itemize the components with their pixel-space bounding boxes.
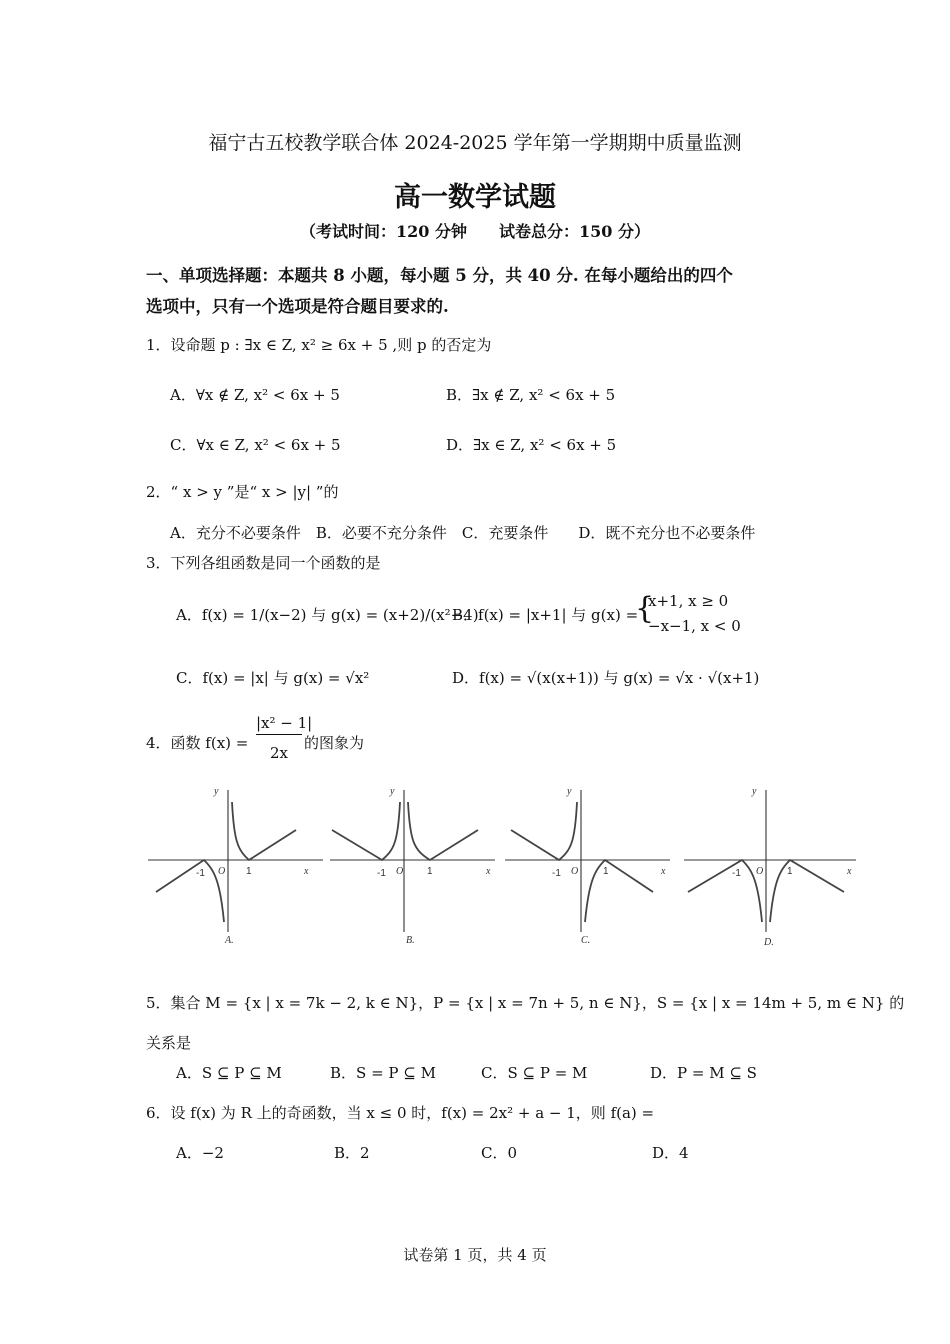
question-4-stem-prefix: 4．函数 f(x) = — [146, 734, 249, 752]
graph-origin: O — [571, 866, 579, 877]
question-4-stem-suffix: 的图象为 — [304, 734, 365, 752]
graph-a-left-branch — [156, 860, 224, 922]
question-2-stem: 2．“ x > y ”是“ x > |y| ”的 — [146, 483, 339, 501]
question-4-denominator: 2x — [269, 744, 288, 762]
graph-c-left-branch — [511, 802, 577, 860]
exam-subject-title: 高一数学试题 — [394, 182, 556, 213]
graph-a-right-branch — [232, 802, 296, 860]
graph-x-label: x — [661, 866, 666, 877]
page-footer: 试卷第 1 页，共 4 页 — [403, 1246, 547, 1264]
section-heading-line2: 选项中，只有一个选项是符合题目要求的. — [146, 297, 449, 316]
graph-tick-pos: 1 — [246, 866, 252, 877]
question-6-option-c: C．0 — [481, 1144, 518, 1162]
graph-tick-pos: 1 — [787, 866, 793, 877]
exam-header-title: 福宁古五校教学联合体 2024-2025 学年第一学期期中质量监测 — [208, 132, 742, 154]
question-3-option-c: C．f(x) = |x| 与 g(x) = √x² — [176, 669, 370, 687]
question-3-option-d: D．f(x) = √(x(x+1)) 与 g(x) = √x · √(x+1) — [452, 669, 760, 687]
graph-tick-neg: -1 — [377, 868, 386, 879]
question-1-stem: 1．设命题 p : ∃x ∈ Z, x² ≥ 6x + 5 ,则 p 的否定为 — [146, 336, 492, 354]
graph-c-right-branch — [585, 860, 653, 922]
question-2-options: A．充分不必要条件 B．必要不充分条件 C．充要条件 D．既不充分也不必要条件 — [170, 524, 756, 542]
question-3-option-b-case1: x+1, x ≥ 0 — [648, 592, 729, 610]
graph-y-label: y — [752, 786, 757, 797]
question-1-option-b: B．∃x ∉ Z, x² < 6x + 5 — [446, 386, 616, 404]
graph-b — [330, 782, 505, 956]
graph-origin: O — [756, 866, 764, 877]
question-3-option-a: A．f(x) = 1/(x−2) 与 g(x) = (x+2)/(x²−4) — [176, 606, 479, 624]
question-1-option-a: A．∀x ∉ Z, x² < 6x + 5 — [170, 386, 340, 404]
graph-y-label: y — [390, 786, 395, 797]
question-1-option-c: C．∀x ∈ Z, x² < 6x + 5 — [170, 436, 341, 454]
graph-x-label: x — [486, 866, 491, 877]
graph-a-label: A. — [225, 935, 234, 946]
graph-b-left-branch — [332, 802, 400, 860]
graph-y-label: y — [214, 786, 219, 797]
question-6-stem: 6．设 f(x) 为 R 上的奇函数，当 x ≤ 0 时，f(x) = 2x² + a − 1，则 f(a) = — [146, 1104, 655, 1122]
section-heading-line1: 一、单项选择题：本题共 8 小题，每小题 5 分，共 40 分. 在每小题给出的四个 — [146, 266, 733, 285]
graph-tick-neg: -1 — [196, 868, 205, 879]
graph-b-right-branch — [408, 802, 478, 860]
question-5-option-b: B．S = P ⊆ M — [330, 1064, 436, 1082]
question-6-option-b: B．2 — [334, 1144, 370, 1162]
graph-a — [148, 782, 323, 956]
graph-tick-neg: -1 — [552, 868, 561, 879]
graph-tick-pos: 1 — [427, 866, 433, 877]
graph-x-label: x — [304, 866, 309, 877]
question-3-stem: 3．下列各组函数是同一个函数的是 — [146, 554, 381, 572]
question-3-option-b-prefix: B．f(x) = |x+1| 与 g(x) = — [452, 606, 639, 624]
graph-origin: O — [218, 866, 226, 877]
question-4-numerator: |x² − 1| — [256, 714, 302, 735]
question-1-option-d: D．∃x ∈ Z, x² < 6x + 5 — [446, 436, 617, 454]
graph-origin: O — [396, 866, 404, 877]
graph-d-label: D. — [764, 937, 774, 948]
graph-tick-pos: 1 — [603, 866, 609, 877]
graph-tick-neg: -1 — [732, 868, 741, 879]
graph-d-left-branch — [688, 860, 762, 922]
question-5-option-c: C．S ⊆ P = M — [481, 1064, 588, 1082]
graph-d-right-branch — [770, 860, 844, 922]
question-5-option-d: D．P = M ⊆ S — [650, 1064, 757, 1082]
question-3-option-b-case2: −x−1, x < 0 — [648, 617, 741, 635]
graph-x-label: x — [847, 866, 852, 877]
question-6-option-d: D．4 — [652, 1144, 689, 1162]
question-5-option-a: A．S ⊆ P ⊆ M — [176, 1064, 282, 1082]
question-6-option-a: A．−2 — [176, 1144, 224, 1162]
graph-c — [505, 782, 680, 956]
piecewise-brace: { — [635, 591, 655, 626]
graph-y-label: y — [567, 786, 572, 797]
graph-d — [684, 782, 859, 956]
exam-info: （考试时间：120 分钟 试卷总分：150 分） — [300, 222, 650, 241]
question-5-stem-2: 关系是 — [146, 1034, 192, 1052]
graph-b-label: B. — [406, 935, 415, 946]
question-5-stem: 5．集合 M = {x | x = 7k − 2, k ∈ N}，P = {x | x = 7n + 5, n ∈ N}，S = {x | x = 14m + 5, m ∈ N} 的 — [146, 994, 905, 1012]
graph-c-label: C. — [581, 935, 591, 946]
